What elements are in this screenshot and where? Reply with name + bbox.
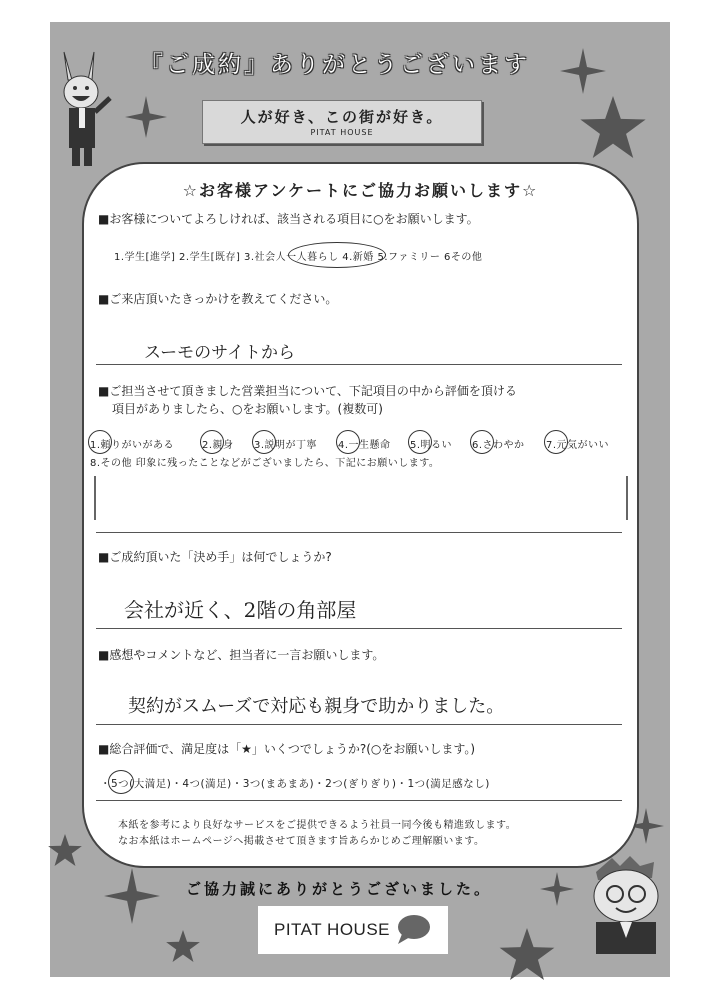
q2-answer-line [96,364,622,365]
q5-answer: 契約がスムーズで対応も親身で助かりました。 [128,696,505,717]
star-icon [48,834,82,866]
q3-comment-line [96,532,622,533]
q4-text: ■ご成約頂いた「決め手」は何でしょうか? [98,550,332,564]
mascot-illustration [54,50,114,168]
star-icon [125,96,167,138]
survey-title: ☆お客様アンケートにご協力お願いします☆ [182,181,539,200]
thanks-heading: 『ご成約』ありがとうございます [140,52,530,78]
q2-text: ■ご来店頂いたきっかけを教えてください。 [98,292,338,306]
q6-text: ■総合評価で、満足度は「★」いくつでしょうか?(○をお願いします。) [98,742,476,756]
q3-option: 1.頼りがいがある [90,440,175,451]
q4-answer-line [96,628,622,629]
q3-option: 3.説明が丁寧 [254,440,318,451]
q6-options: ・5つ(大満足)・4つ(満足)・3つ(まあまあ)・2つ(ぎりぎり)・1つ(満足感なし) [100,778,490,790]
q3-comment-box [94,476,628,520]
q3-selected-circle [544,430,568,454]
q3-selected-circle [408,430,432,454]
tagline-banner [202,100,482,144]
q3-selected-circle [252,430,276,454]
survey-card [82,162,639,868]
q2-answer: スーモのサイトから [144,343,295,363]
q4-answer: 会社が近く、2階の角部屋 [124,598,357,622]
q3-option: 2.親身 [202,440,234,451]
star-icon [166,930,200,962]
q3-option: 4.一生懸命 [338,440,391,451]
q3-option: 6.さわやか [472,440,525,451]
q3-selected-circle [88,430,112,454]
pitat-house-logo [258,906,448,954]
q1-text: ■お客様についてよろしければ、該当される項目に○をお願いします。 [98,212,479,226]
star-icon [540,872,574,906]
q1-options: 1.学生[進学] 2.学生[既存] 3.社会人一人暮らし 4.新婚 5.ファミリー 6その他 [114,252,483,263]
q3-text-1: ■ご担当させて頂きました営業担当について、下記項目の中から評価を頂ける [98,384,517,398]
star-icon [580,96,646,158]
note-line-2: なお本紙はホームページへ掲載させて頂きます旨あらかじめご理解願います。 [118,836,485,847]
note-line-1: 本紙を参考により良好なサービスをご提供できるよう社員一同今後も精進致します。 [118,820,517,831]
q3-selected-circle [200,430,224,454]
q5-answer-line [96,724,622,725]
closing-thanks: ご協力誠にありがとうございました。 [186,880,493,898]
q3-selected-circle [336,430,360,454]
q6-selected-circle [108,770,134,794]
mascot-illustration [582,852,670,954]
star-icon [498,928,556,980]
q1-selected-circle [288,242,386,268]
speech-bubble-icon [396,914,430,944]
q3-selected-circle [470,430,494,454]
logo-text: PITAT HOUSE [274,920,391,939]
star-icon [104,868,160,924]
tagline-sub: PITAT HOUSE [310,128,374,137]
q3-text-2: 項目がありましたら、○をお願いします。(複数可) [112,402,383,416]
star-icon [560,48,606,94]
tagline: 人が好き、この街が好き。 [240,108,444,126]
q3-other: 8.その他 印象に残ったことなどがございましたら、下記にお願いします。 [90,458,440,469]
q3-option: 7.元気がいい [546,440,610,451]
q6-line [96,800,622,801]
q5-text: ■感想やコメントなど、担当者に一言お願いします。 [98,648,385,662]
q3-option: 5.明るい [410,440,453,451]
